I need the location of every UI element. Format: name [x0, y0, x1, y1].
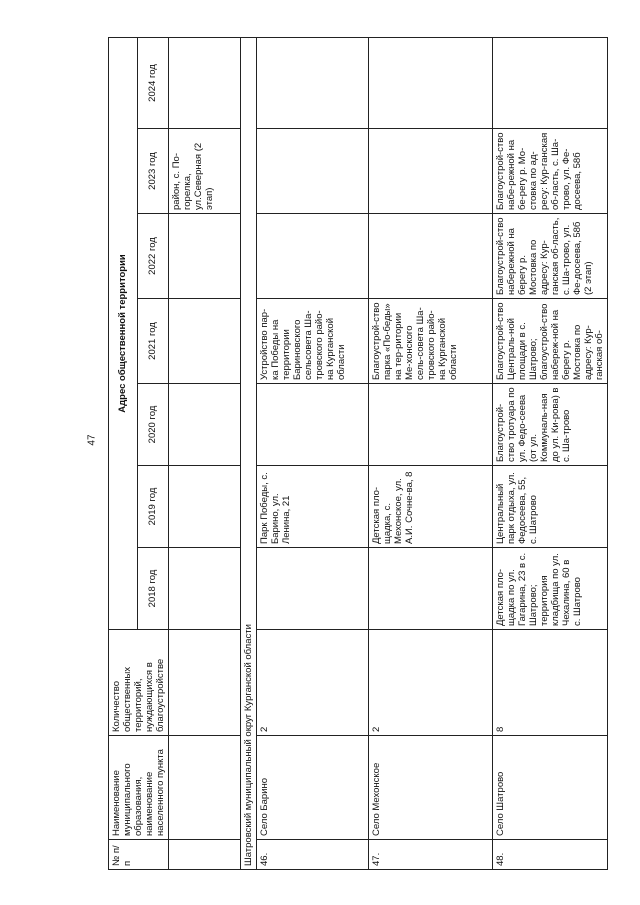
table-cell [169, 466, 241, 548]
row-year-cell: Парк Победы, с. Барино, ул. Ленина, 21 [257, 466, 369, 548]
header-name: Наименование муниципального образования, наименование населенного пункта [109, 736, 169, 840]
row-year-cell: Центральный парк отдыха, ул. Федосеева, 55, с. Шатрово [493, 466, 608, 548]
row-year-cell: Устройство пар-ка Победы на территории Бариновского сельсовета Ша-тровского райо-на Курганской области [257, 299, 369, 384]
row-count: 2 [257, 630, 369, 736]
public-territories-table [108, 37, 608, 870]
row-year-cell: Детская пло-щадка, с. Мехонское, ул. А.И. Сочне-ва, 8 [369, 466, 493, 548]
header-row-top [109, 37, 138, 869]
rotated-table [108, 38, 616, 870]
row-num: 47. [369, 840, 493, 870]
row-year-cell [369, 384, 493, 466]
row-year-cell: Детская пло-щадка по ул. Гагарина, 23 в с. Шатрово; территория кладбища по ул. Чехалина, 60 в с. Шатрово [493, 548, 608, 630]
row-name: Село Шатрово [493, 736, 608, 840]
table-row [257, 37, 369, 869]
section-row [241, 37, 257, 869]
row-year-cell: Благоустрой-ство Централь-ной площади в с. Шатрово; благоустрой-ство набереж-ной на берегу р. Мостовка по адресу: Кур-ганская об- [493, 299, 608, 384]
row-year-cell [257, 214, 369, 299]
row-year-cell [369, 548, 493, 630]
table-row [493, 37, 608, 869]
table-cell [169, 214, 241, 299]
header-year: 2020 год [137, 384, 168, 466]
row-year-cell: Благоустрой-ство набе-режной на бе-регу р. Мо-стовка по ад-ресу: Кур-ганская об-ласть, с. Ша-трово, ул. Фе-досеева, 58б [493, 129, 608, 214]
header-num: № п/п [109, 840, 169, 870]
row-year-cell [369, 214, 493, 299]
row-name: Село Мехонское [369, 736, 493, 840]
section-title: Шатровский муниципальный округ Курганской области [241, 37, 257, 869]
row-year-cell [257, 548, 369, 630]
table-cell [169, 630, 241, 736]
row-year-cell [369, 37, 493, 128]
header-year: 2024 год [137, 37, 168, 128]
table-cell [169, 548, 241, 630]
table-cell [169, 384, 241, 466]
header-count: Количество общественных территорий, нуждающихся в благоустройстве [109, 630, 169, 736]
continuation-row [169, 37, 241, 869]
table-cell [169, 37, 241, 128]
header-year: 2019 год [137, 466, 168, 548]
row-year-cell [257, 129, 369, 214]
row-name: Село Барино [257, 736, 369, 840]
row-year-cell: Благоустрой-ство набережной на берегу р. Мостовка по адресу: Кур-ганская об-ласть, с. Ша-трово, ул. Фе-досеева, 58б (2 этап) [493, 214, 608, 299]
header-address-group: Адрес общественной территории [109, 37, 138, 629]
table-cell [169, 299, 241, 384]
row-num: 46. [257, 840, 369, 870]
header-year: 2021 год [137, 299, 168, 384]
row-year-cell [369, 129, 493, 214]
row-year-cell [257, 384, 369, 466]
rotated-table-wrapper [108, 38, 616, 870]
page-number: 47 [86, 434, 98, 446]
header-year: 2018 год [137, 548, 168, 630]
table-cell [169, 736, 241, 840]
row-year-cell: Благоустрой-ство тротуара по ул. Федо-сеева (от ул. Коммуналь-ная до ул. Ки-рова) в с. Ша-трово [493, 384, 608, 466]
row-count: 2 [369, 630, 493, 736]
table-row [369, 37, 493, 869]
row-year-cell [493, 37, 608, 128]
header-year: 2023 год [137, 129, 168, 214]
row-num: 48. [493, 840, 608, 870]
row-count: 8 [493, 630, 608, 736]
row-year-cell [257, 37, 369, 128]
row-year-cell: Благоустрой-ство парка «По-беды» на тер-ритории Ме-хонского сель-совета Ша-тровского райо-на Курганской области [369, 299, 493, 384]
table-cell: район, с. По-горелка, ул.Северная (2 этап) [169, 129, 241, 214]
header-year: 2022 год [137, 214, 168, 299]
table-cell [169, 840, 241, 870]
